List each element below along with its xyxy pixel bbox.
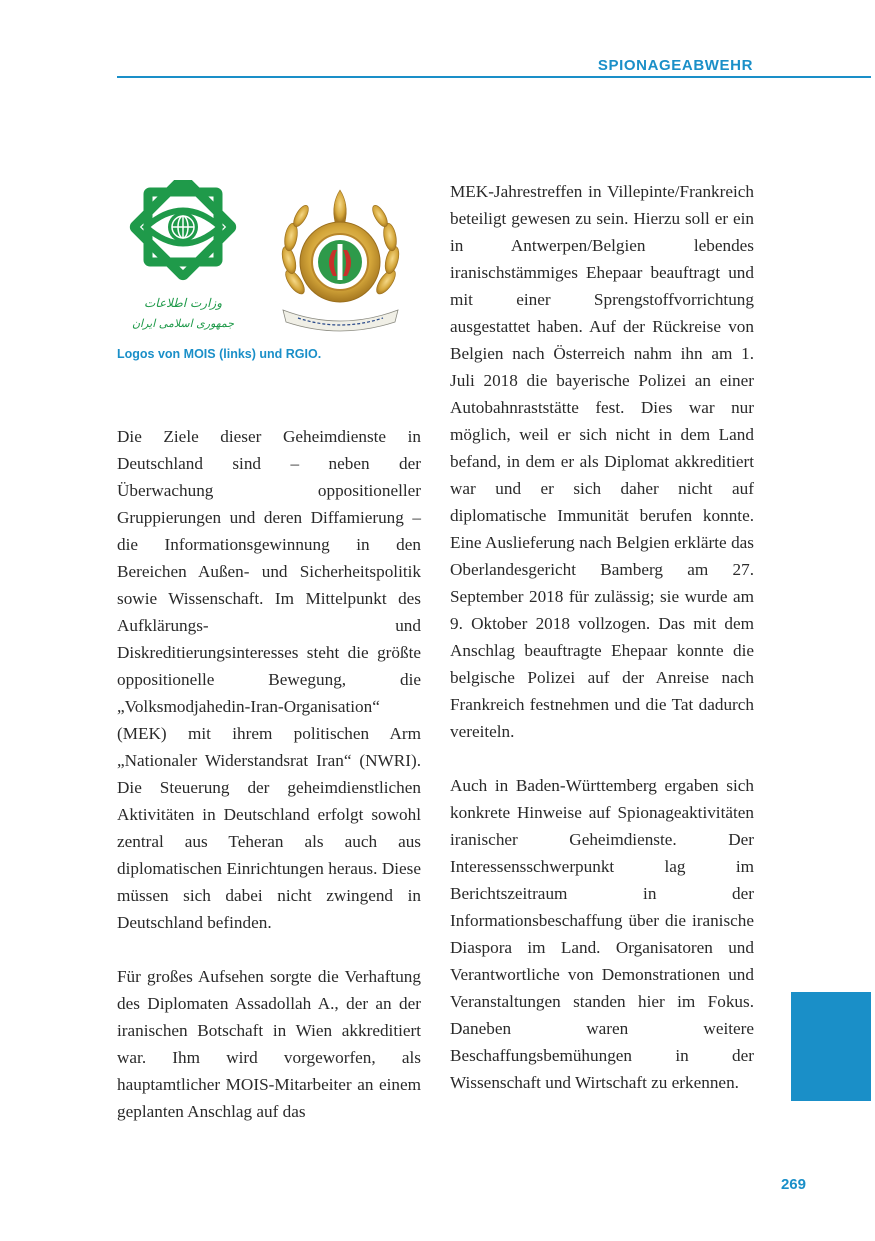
paragraph: Die Ziele dieser Geheimdienste in Deutschland sind – neben der Überwachung oppositioneller Gruppierungen und deren Diffamierung – die Informationsgewinnung in den Bereichen Außen- und Sicherheitspolitik sowie Wissenschaft. Im Mittelpunkt des Aufklärungs- und Diskreditierungsinteresses steht die größte oppositionelle Bewegung, die „Volksmodjahedin-Iran-Organisation“ (MEK) mit ihrem politischen Arm „Nationaler Widerstandsrat Iran“ (NWRI). Die Steuerung der geheimdienstlichen Aktivitäten in Deutschland erfolgt sowohl zentral aus Teheran als auch aus diplomatischen Einrichtungen heraus. Diese müssen sich dabei nicht zwingend in Deutschland befinden. [117, 427, 421, 932]
mois-logo [126, 180, 241, 338]
paragraph: Für großes Aufsehen sorgte die Verhaftung des Diplomaten Assadollah A., der an der iranischen Botschaft in Wien akkreditiert war. Ihm wird vorgeworfen, als hauptamtlicher MOIS-Mitarbeiter an einem geplanten Anschlag auf das [117, 967, 421, 1121]
section-title: SPIONAGEABWEHR [597, 57, 753, 74]
logo-figure [118, 180, 413, 340]
chapter-tab-marker [791, 992, 871, 1101]
mois-logo-text-line1: وزارت اطلاعات [144, 296, 222, 310]
figure-caption: Logos von MOIS (links) und RGIO. [117, 347, 322, 361]
header-divider [117, 76, 871, 78]
paragraph: Auch in Baden-Württemberg ergaben sich konkrete Hinweise auf Spionageaktivitäten iranischer Geheimdienste. Der Interessensschwerpunkt lag im Berichtszeitraum in der Informationsbeschaffung über die iranische Diaspora im Land. Organisatoren und Verantwortliche von Demonstrationen und Veranstaltungen standen hier im Fokus. Daneben waren weitere Beschaffungsbemühungen in der Wissenschaft und Wirtschaft zu erkennen. [450, 776, 754, 1092]
left-column [117, 423, 421, 1125]
mois-logo-text-line2: جمهوری اسلامی ایران [131, 317, 235, 330]
paragraph: MEK-Jahrestreffen in Villepinte/Frankreich beteiligt gewesen zu sein. Hierzu soll er ein in Antwerpen/Belgien lebendes iranischstämmiges Ehepaar beauftragt und mit einer Sprengstoffvorrichtung ausgestattet haben. Auf der Rückreise von Belgien nach Österreich nahm ihn am 1. Juli 2018 die bayerische Polizei an einer Autobahnraststätte fest. Dies war nur möglich, weil er sich nicht in dem Land befand, in dem er als Diplomat akkreditiert war und er sich daher nicht auf diplomatische Immunität berufen konnte. Eine Auslieferung nach Belgien erklärte das Oberlandesgericht Bamberg am 27. September 2018 für zulässig; sie wurde am 9. Oktober 2018 vollzogen. Das mit dem Anschlag beauftragte Ehepaar konnte die belgische Polizei auf der Anreise nach Frankreich festnehmen und die Tat dadurch vereiteln. [450, 182, 754, 741]
page-number: 269 [780, 1176, 806, 1193]
rgio-logo [273, 182, 408, 337]
right-column [450, 178, 754, 1096]
